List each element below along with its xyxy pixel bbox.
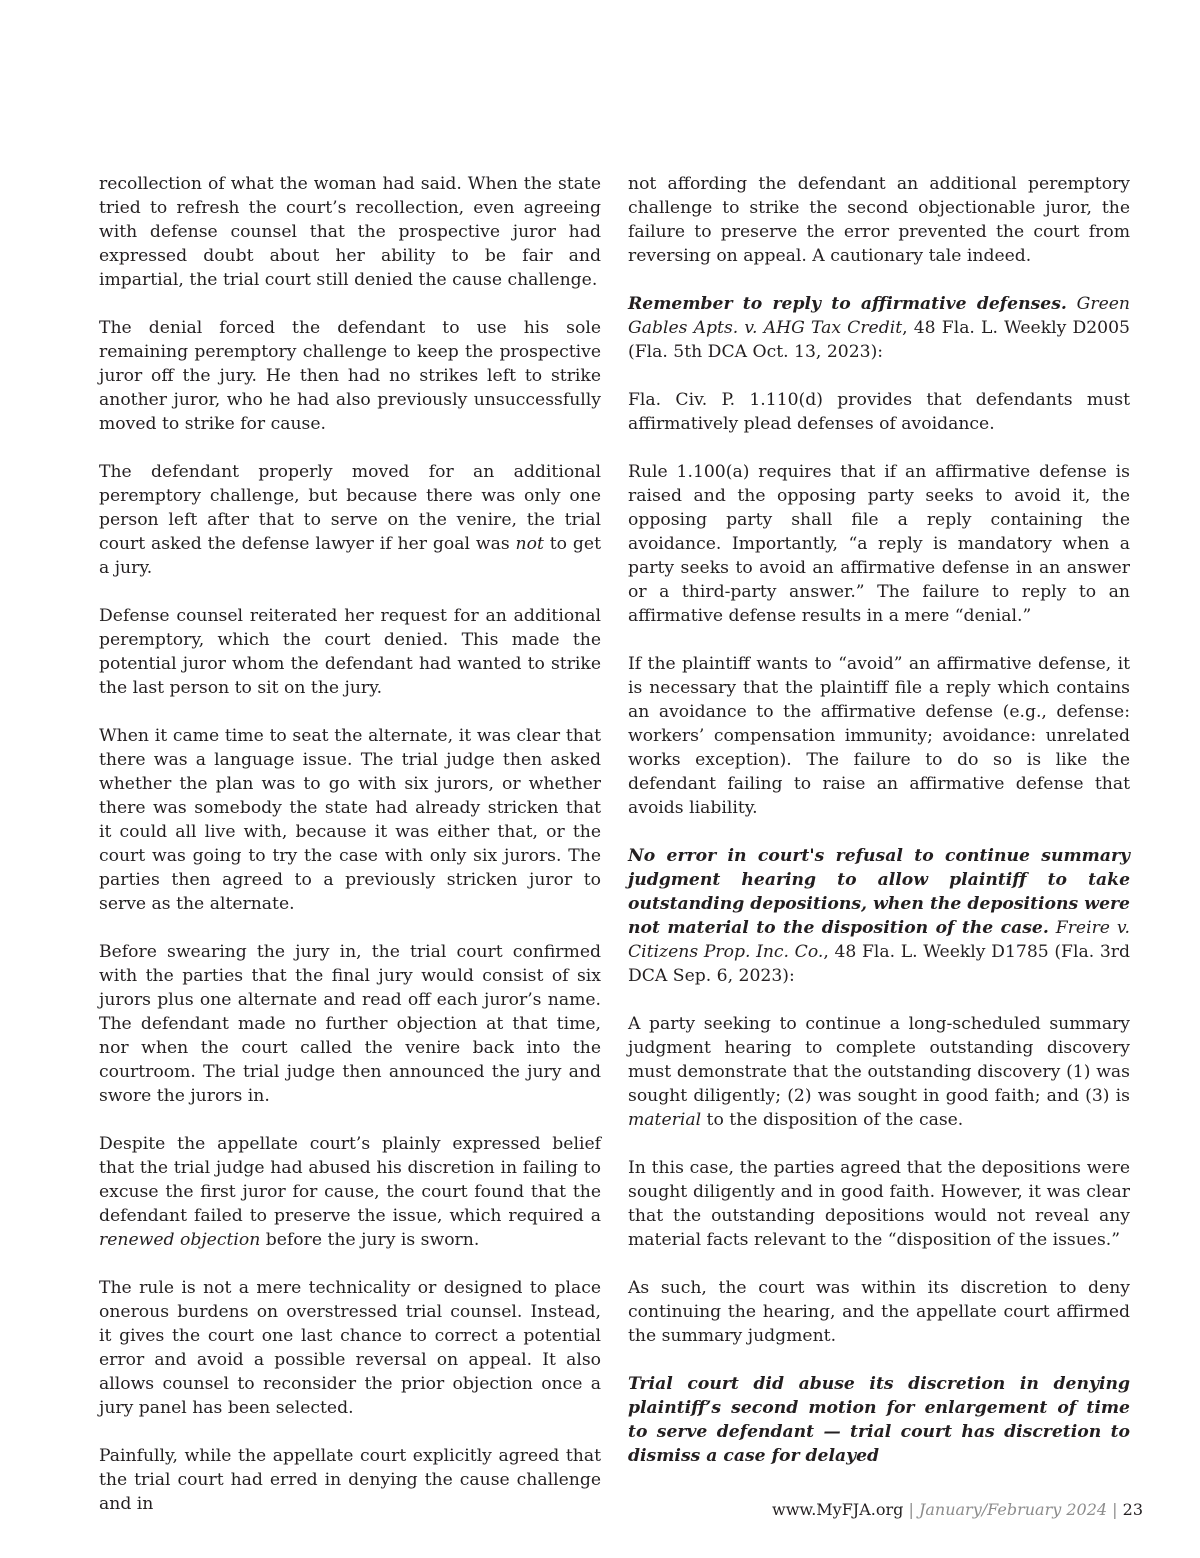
case-citation: , 48 Fla. L. Weekly D1785 (Fla. 3rd DCA Sep. 6, 2023): [628,942,1130,986]
text-run: to get a jury. [99,534,602,578]
case-name: Freire v. Citizens Prop. Inc. Co. [628,918,1130,962]
footer-separator: | [908,1500,914,1519]
paragraph [628,1012,1130,1132]
left-column [99,172,601,1516]
paragraph: Fla. Civ. P. 1.110(d) provides that defendants must affirmatively plead defenses of avoidance. [628,390,1130,434]
case-heading-title: No error in court's refusal to continue summary judgment hearing to allow plaintiff to take outstanding depositions, when the depositions were not material to the disposition of the case. [628,846,1130,938]
paragraph: In this case, the parties agreed that the depositions were sought diligently and in good faith. However, it was clear that the outstanding depositions would not reveal any material facts relevant to the “disposition of the issues.” [628,1158,1130,1250]
text-run: A party seeking to continue a long-scheduled summary judgment hearing to complete outstanding discovery must demonstrate that the outstanding discovery (1) was sought diligently; (2) was sought in good faith; and (3) is [628,1014,1130,1106]
case-heading-title: Trial court did abuse its discretion in denying plaintiff’s second motion for enlargement of time to serve defendant — trial court has discretion to dismiss a case for delayed [628,1374,1130,1466]
page-number: 23 [1122,1500,1143,1519]
text-run: The defendant properly moved for an additional peremptory challenge, but because there was only one person left after that to serve on the venire, the trial court asked the defense lawyer if her goal was [99,462,601,554]
case-heading [628,292,1130,364]
issue-date: January/February 2024 [918,1500,1108,1519]
paragraph: Painfully, while the appellate court explicitly agreed that the trial court had erred in denying the cause challenge and in [99,1446,601,1514]
paragraph: As such, the court was within its discretion to deny continuing the hearing, and the appellate court affirmed the summary judgment. [628,1278,1130,1346]
paragraph: When it came time to seat the alternate, it was clear that there was a language issue. The trial judge then asked whether the plan was to go with six jurors, or whether there was somebody the state had already stricken that it could all live with, because it was either that, or the court was going to try the case with only six jurors. The parties then agreed to a previously stricken juror to serve as the alternate. [99,726,601,914]
paragraph: If the plaintiff wants to “avoid” an affirmative defense, it is necessary that the plaintiff file a reply which contains an avoidance to the affirmative defense (e.g., defense: workers’ compensation immunity; avoidance: unrelated works exception). The failure to do so is like the defendant failing to raise an affirmative defense that avoids liability. [628,654,1130,818]
paragraph [99,460,601,580]
case-heading [628,844,1130,988]
paragraph [99,1132,601,1252]
paragraph: Defense counsel reiterated her request for an additional peremptory, which the court denied. This made the potential juror whom the defendant had wanted to strike the last person to sit on the jury. [99,606,601,698]
paragraph: Before swearing the jury in, the trial court confirmed with the parties that the final jury would consist of six jurors plus one alternate and read off each juror’s name. The defendant made no further objection at that time, nor when the court called the venire back into the courtroom. The trial judge then announced the jury and swore the jurors in. [99,942,601,1106]
case-name: Green Gables Apts. v. AHG Tax Credit [628,294,1130,338]
page-footer [772,1500,1143,1520]
right-column [628,172,1130,1468]
paragraph: The rule is not a mere technicality or designed to place onerous burdens on overstressed trial counsel. Instead, it gives the court one last chance to correct a potential error and avoid a possible reversal on appeal. It also allows counsel to reconsider the prior objection once a jury panel has been selected. [99,1278,601,1418]
emphasis-text: not [515,534,544,554]
paragraph: Rule 1.100(a) requires that if an affirmative defense is raised and the opposing party seeks to avoid it, the opposing party shall file a reply containing the avoidance. Importantly, “a reply is mandatory when a party seeks to avoid an affirmative defense in an answer or a third-party answer.” The failure to reply to an affirmative defense results in a mere “denial.” [628,462,1130,626]
footer-separator: | [1112,1500,1118,1519]
paragraph: recollection of what the woman had said. When the state tried to refresh the court’s recollection, even agreeing with defense counsel that the prospective juror had expressed doubt about her ability to be fair and impartial, the trial court still denied the cause challenge. [99,174,601,290]
paragraph: not affording the defendant an additional peremptory challenge to strike the second objectionable juror, the failure to preserve the error prevented the court from reversing on appeal. A cautionary tale indeed. [628,174,1130,266]
site-url[interactable]: www.MyFJA.org [772,1500,904,1519]
emphasis-text: material [628,1110,702,1130]
paragraph: The denial forced the defendant to use his sole remaining peremptory challenge to keep the prospective juror off the jury. He then had no strikes left to strike another juror, who he had also previously unsuccessfully moved to strike for cause. [99,318,601,434]
text-run: to the disposition of the case. [701,1110,964,1130]
case-heading-title: Remember to reply to affirmative defenses. [628,294,1067,314]
text-run: before the jury is sworn. [260,1230,480,1250]
emphasis-text: renewed objection [99,1230,261,1250]
case-citation: , 48 Fla. L. Weekly D2005 (Fla. 5th DCA Oct. 13, 2023): [628,318,1130,362]
text-run: Despite the appellate court’s plainly expressed belief that the trial judge had abused his discretion in failing to excuse the first juror for cause, the court found that the defendant failed to preserve the issue, which required a [99,1134,601,1226]
